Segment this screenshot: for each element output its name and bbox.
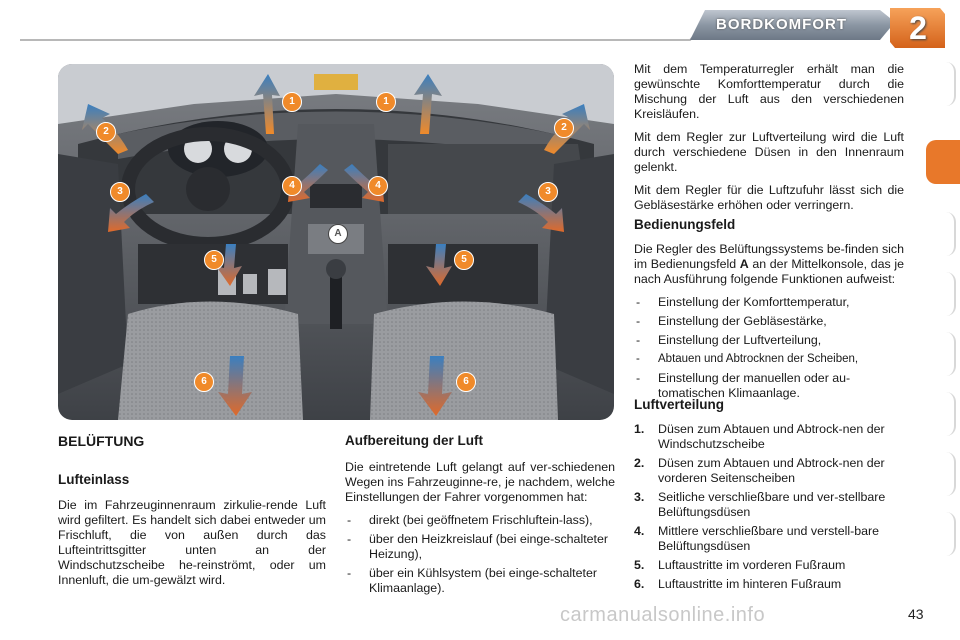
list-air-outlets	[634, 422, 904, 592]
side-tab	[930, 392, 956, 436]
side-tab	[930, 512, 956, 556]
callout-1-right: 1	[376, 92, 396, 112]
page-number: 43	[908, 606, 924, 622]
paragraph-air-flow-regulator: Mit dem Regler für die Luftzufuhr lässt sich die Gebläsestärke erhöhen oder verringern.	[634, 183, 904, 212]
item-text: Luftaustritte im hinteren Fußraum	[658, 577, 842, 591]
callout-4-left: 4	[282, 176, 302, 196]
side-tab	[930, 332, 956, 376]
callout-5-left: 5	[204, 250, 224, 270]
side-tab	[930, 62, 956, 106]
list-item: - Einstellung der manuellen oder au-tomatischen Klimaanlage.	[634, 371, 904, 401]
list-item: - über ein Kühlsystem (bei einge-schalteter Klimaanlage).	[345, 566, 615, 596]
list-item	[634, 422, 904, 452]
callout-6-left: 6	[194, 372, 214, 392]
item-text: Düsen zum Abtauen und Abtrock-nen der Windschutzscheibe	[658, 422, 885, 451]
paragraph-lufteinlass: Die im Fahrzeuginnenraum zirkulie-rende Luft wird gefiltert. Es handelt sich dabei entweder um Frischluft, die von außen durch das Lufteintrittsgitter unten an der Windschutzscheibe he-reinströmt, oder um Innenluft, die um-gewälzt wird.	[58, 498, 326, 587]
callout-6-right: 6	[456, 372, 476, 392]
side-tab	[930, 272, 956, 316]
list-item	[634, 524, 904, 554]
item-number: 3.	[634, 490, 645, 504]
car-interior-ventilation-illustration	[58, 64, 614, 420]
paragraph-text: an der Mittelkonsole, das je nach Ausführung folgende Funktionen aufweist:	[634, 257, 904, 286]
list-item	[634, 577, 904, 592]
subheading-luftverteilung: Luftverteilung	[634, 397, 724, 412]
paragraph-bedienungsfeld	[634, 242, 904, 287]
list-item	[634, 490, 904, 520]
list-item: - Einstellung der Luftverteilung,	[634, 333, 904, 348]
paragraph-air-distribution-regulator: Mit dem Regler zur Luftverteilung wird die Luft durch verschiedene Düsen in den Innenraum gelenkt.	[634, 130, 904, 174]
list-air-paths	[345, 513, 615, 596]
callout-4-right: 4	[368, 176, 388, 196]
subheading-bedienungsfeld: Bedienungsfeld	[634, 217, 736, 232]
chapter-number: 2	[909, 10, 927, 46]
chapter-title: BORDKOMFORT	[716, 16, 847, 33]
list-item: - Einstellung der Komforttemperatur,	[634, 295, 904, 310]
subheading-lufteinlass: Lufteinlass	[58, 472, 130, 487]
subheading-aufbereitung: Aufbereitung der Luft	[345, 433, 483, 448]
callout-1-left: 1	[282, 92, 302, 112]
paragraph-temperature-regulator: Mit dem Temperaturregler erhält man die gewünschte Komforttemperatur durch die Mischung der Luft aus den verschiedenen Kreisläufen.	[634, 62, 904, 121]
callout-2-left: 2	[96, 122, 116, 142]
callout-control-panel-a: A	[328, 224, 348, 244]
paragraph-aufbereitung: Die eintretende Luft gelangt auf ver-schiedenen Wegen ins Fahrzeuginne-re, je nachdem, welche Einstellungen der Fahrer vorgenommen hat:	[345, 460, 615, 504]
item-number: 2.	[634, 456, 645, 470]
list-item: - Abtauen und Abtrocknen der Scheiben,	[634, 352, 904, 367]
side-tab-active	[926, 140, 960, 184]
list-item	[634, 558, 904, 573]
paragraph-text: Die Regler des Belüftungssystems be-finden sich im Bedienungsfeld	[634, 242, 904, 271]
list-item: - Einstellung der Gebläsestärke,	[634, 314, 904, 329]
section-heading-belueftung: BELÜFTUNG	[58, 433, 145, 449]
callout-5-right: 5	[454, 250, 474, 270]
item-text: Luftaustritte im vorderen Fußraum	[658, 558, 846, 572]
item-number: 1.	[634, 422, 645, 436]
chapter-side-tabs	[926, 62, 958, 582]
callout-3-left: 3	[110, 182, 130, 202]
panel-label-a: A	[739, 257, 749, 271]
item-number: 4.	[634, 524, 645, 538]
list-item: - über den Heizkreislauf (bei einge-schalteter Heizung),	[345, 532, 615, 562]
callout-3-right: 3	[538, 182, 558, 202]
callout-2-right: 2	[554, 118, 574, 138]
list-item: - direkt (bei geöffnetem Frischluftein-lass),	[345, 513, 615, 528]
watermark: carmanualsonline.info	[560, 604, 766, 626]
item-number: 5.	[634, 558, 645, 572]
side-tab	[930, 452, 956, 496]
list-item	[634, 456, 904, 486]
item-text: Mittlere verschließbare und verstell-bare Belüftungsdüsen	[658, 524, 880, 553]
item-number: 6.	[634, 577, 645, 591]
item-text: Düsen zum Abtauen und Abtrock-nen der vorderen Seitenscheiben	[658, 456, 885, 485]
side-tab	[930, 212, 956, 256]
list-panel-functions	[634, 295, 904, 401]
item-text: Seitliche verschließbare und ver-stellbare Belüftungsdüsen	[658, 490, 886, 519]
